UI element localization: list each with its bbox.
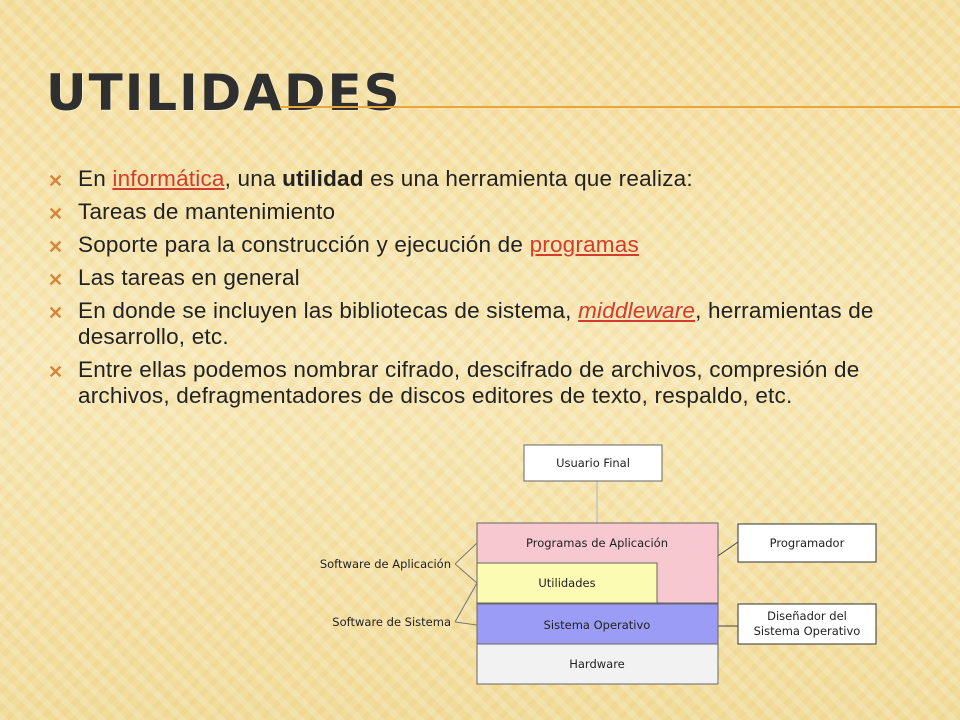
box-label: Sistema Operativo — [543, 618, 651, 632]
bullet-x-icon: ✕ — [48, 303, 64, 323]
slide-title: UTILIDADES — [46, 64, 402, 122]
bullet-item — [48, 232, 898, 258]
bullet-text: , una — [224, 166, 283, 191]
programador-box — [738, 524, 876, 562]
title-underline — [280, 106, 960, 108]
bracket-line — [455, 622, 477, 625]
box-label: Sistema Operativo — [753, 624, 861, 638]
bracket-line — [455, 564, 477, 583]
bullet-item — [48, 298, 898, 350]
bullet-text: , herramientas de desarrollo, etc. — [78, 298, 874, 349]
box-label: Programador — [769, 536, 845, 550]
bullet-text: En donde se incluyen las bibliotecas de sistema, — [78, 298, 579, 323]
software-sistema-label: Software de Sistema — [332, 615, 451, 629]
bullet-text: Las tareas en general — [78, 265, 300, 290]
bullet-text: es una herramienta que realiza: — [363, 166, 693, 191]
bullet-x-icon: ✕ — [48, 270, 64, 290]
bullet-item — [48, 199, 898, 225]
bullet-text: Entre ellas podemos nombrar cifrado, descifrado de archivos, compresión de archivos, defragmentadores de discos editores de texto, respaldo, etc. — [78, 357, 860, 408]
bracket-line — [455, 543, 477, 564]
bullet-x-icon: ✕ — [48, 362, 64, 382]
hardware-box — [477, 644, 718, 684]
box-label: Usuario Final — [556, 456, 630, 470]
bold-term: utilidad — [282, 166, 364, 191]
disenador-box — [738, 604, 876, 644]
bullet-x-icon: ✕ — [48, 171, 64, 191]
utilidades-box — [477, 563, 657, 603]
software-aplicacion-label: Software de Aplicación — [319, 557, 451, 571]
bullet-text: En — [78, 166, 113, 191]
bullet-text: Soporte para la construcción y ejecución de — [78, 232, 530, 257]
link-middleware[interactable]: middleware — [578, 298, 696, 323]
bullet-item — [48, 357, 898, 409]
bullet-x-icon: ✕ — [48, 237, 64, 257]
bullet-x-icon: ✕ — [48, 204, 64, 224]
bracket-line — [455, 583, 477, 622]
bullet-item — [48, 166, 898, 192]
bullet-list — [48, 166, 898, 416]
bullet-item — [48, 265, 898, 291]
box-label: Programas de Aplicación — [525, 536, 669, 550]
link-programas[interactable]: programas — [529, 232, 639, 257]
box-label: Diseñador del — [767, 609, 847, 623]
usuario-final-box — [524, 445, 662, 481]
sistema-operativo-box — [477, 604, 718, 644]
bullet-text: Tareas de mantenimiento — [78, 199, 336, 224]
software-layers-diagram — [300, 440, 890, 700]
link-informatica[interactable]: informática — [112, 166, 225, 191]
box-label: Utilidades — [538, 576, 596, 590]
box-label: Hardware — [569, 657, 625, 671]
